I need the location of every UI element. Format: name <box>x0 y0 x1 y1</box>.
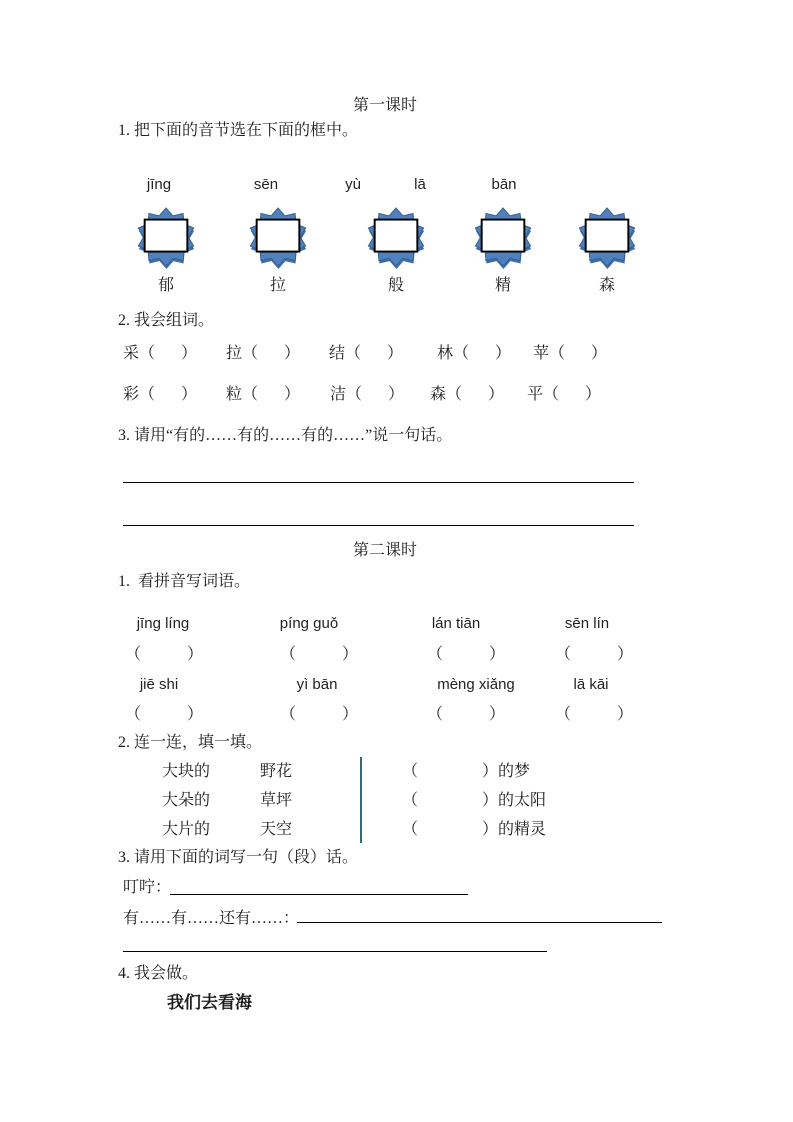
answer-line <box>297 909 662 923</box>
word-blank-item <box>533 344 607 363</box>
answer-box <box>482 220 525 252</box>
syllable-character: 森 <box>598 277 615 294</box>
blank-parens: （ ） <box>427 706 505 723</box>
blank-parens: （ ） <box>543 386 602 403</box>
syllable-character: 般 <box>387 277 404 294</box>
fill-blank-label: 的梦 <box>498 763 531 780</box>
lesson1-q1-label: 1. 把下面的音节选在下面的框中。 <box>118 122 359 139</box>
answer-box <box>586 220 629 252</box>
answer-box <box>257 220 300 252</box>
syllable-pinyin: bān <box>491 176 517 193</box>
lesson2-q3-label: 3. 请用下面的词写一句（段）话。 <box>118 849 359 866</box>
blank-parens: （ ） <box>453 345 512 362</box>
answer-box <box>375 220 418 252</box>
pinyin-word: lā kāi <box>573 676 609 693</box>
pinyin-word: jīng líng <box>136 615 190 632</box>
word-blank-item <box>226 385 300 404</box>
answer-line <box>123 938 547 952</box>
pinyin-word: píng guǒ <box>279 615 339 632</box>
word-blank-item <box>329 344 403 363</box>
blank-parens: （ ） <box>280 646 358 663</box>
star-badge-cell <box>574 206 640 295</box>
word-character: 林 <box>437 345 454 362</box>
word-blank-item <box>437 344 511 363</box>
star-badge-icon <box>133 206 199 270</box>
lesson1-q2-label: 2. 我会组词。 <box>118 312 215 329</box>
blank-parens: （ ） <box>446 386 505 403</box>
word-blank-item <box>226 344 300 363</box>
pinyin-word: yì bān <box>296 676 338 693</box>
word-character: 苹 <box>533 345 550 362</box>
lesson2-q2-label: 2. 连一连，填一填。 <box>118 734 263 751</box>
pinyin-word: mèng xiǎng <box>437 676 515 693</box>
lesson1-title: 第一课时 <box>352 97 417 114</box>
column-divider-line <box>360 757 362 843</box>
syllable-pinyin: yù <box>345 176 361 193</box>
syllable-pinyin: sēn <box>253 176 279 193</box>
blank-parens: （ ） <box>402 763 498 780</box>
blank-parens: （ ） <box>242 345 301 362</box>
syllable-character: 精 <box>494 277 511 294</box>
fill-blank-item <box>402 820 546 839</box>
match-middle-item: 天空 <box>260 821 293 838</box>
syllable-pinyin: lā <box>414 176 426 193</box>
answer-line <box>123 512 634 526</box>
star-badge-cell <box>470 206 536 295</box>
syllable-pinyin: jīng <box>146 176 172 193</box>
match-left-item: 大块的 <box>162 763 211 780</box>
lesson2-title: 第二课时 <box>352 542 417 559</box>
pinyin-word: sēn lín <box>564 615 610 632</box>
answer-line <box>123 469 634 483</box>
match-middle-item: 野花 <box>260 763 293 780</box>
word-blank-item <box>123 344 197 363</box>
word-character: 森 <box>430 386 447 403</box>
word-character: 采 <box>123 345 140 362</box>
lesson2-q4-label: 4. 我会做。 <box>118 965 199 982</box>
blank-parens: （ ） <box>555 646 633 663</box>
blank-parens: （ ） <box>139 345 198 362</box>
match-left-item: 大片的 <box>162 821 211 838</box>
word-character: 结 <box>329 345 346 362</box>
word-blank-item <box>527 385 601 404</box>
blank-parens: （ ） <box>125 646 203 663</box>
word-character: 平 <box>527 386 544 403</box>
star-badge-cell <box>363 206 429 295</box>
word-blank-item <box>330 385 404 404</box>
pinyin-word: jiē shi <box>139 676 179 693</box>
prompt-word: 有……有……还有……： <box>123 910 300 927</box>
blank-parens: （ ） <box>125 706 203 723</box>
fill-blank-item <box>402 791 546 810</box>
blank-parens: （ ） <box>345 345 404 362</box>
pinyin-word: lán tiān <box>431 615 481 632</box>
star-badge-icon <box>574 206 640 270</box>
blank-parens: （ ） <box>280 706 358 723</box>
match-left-item: 大朵的 <box>162 792 211 809</box>
blank-parens: （ ） <box>427 646 505 663</box>
word-character: 粒 <box>226 386 243 403</box>
blank-parens: （ ） <box>402 792 498 809</box>
word-character: 洁 <box>330 386 347 403</box>
star-badge-cell <box>133 206 199 295</box>
fill-blank-label: 的太阳 <box>498 792 547 809</box>
star-badge-cell <box>245 206 311 295</box>
lesson1-q3-label: 3. 请用“有的……有的……有的……”说一句话。 <box>118 427 453 444</box>
blank-parens: （ ） <box>402 821 498 838</box>
fill-blank-item <box>402 762 530 781</box>
answer-line <box>170 881 468 895</box>
syllable-character: 拉 <box>269 277 286 294</box>
star-badge-icon <box>363 206 429 270</box>
answer-box <box>145 220 188 252</box>
syllable-character: 郁 <box>157 277 174 294</box>
word-blank-item <box>123 385 197 404</box>
blank-parens: （ ） <box>139 386 198 403</box>
word-blank-item <box>430 385 504 404</box>
reading-title: 我们去看海 <box>167 993 252 1012</box>
prompt-word: 叮咛： <box>123 879 172 896</box>
word-character: 彩 <box>123 386 140 403</box>
blank-parens: （ ） <box>346 386 405 403</box>
match-middle-item: 草坪 <box>260 792 293 809</box>
star-badge-icon <box>245 206 311 270</box>
blank-parens: （ ） <box>242 386 301 403</box>
blank-parens: （ ） <box>555 706 633 723</box>
blank-parens: （ ） <box>549 345 608 362</box>
fill-blank-label: 的精灵 <box>498 821 547 838</box>
lesson2-q1-label: 1. 看拼音写词语。 <box>118 573 251 590</box>
word-character: 拉 <box>226 345 243 362</box>
star-badge-icon <box>470 206 536 270</box>
